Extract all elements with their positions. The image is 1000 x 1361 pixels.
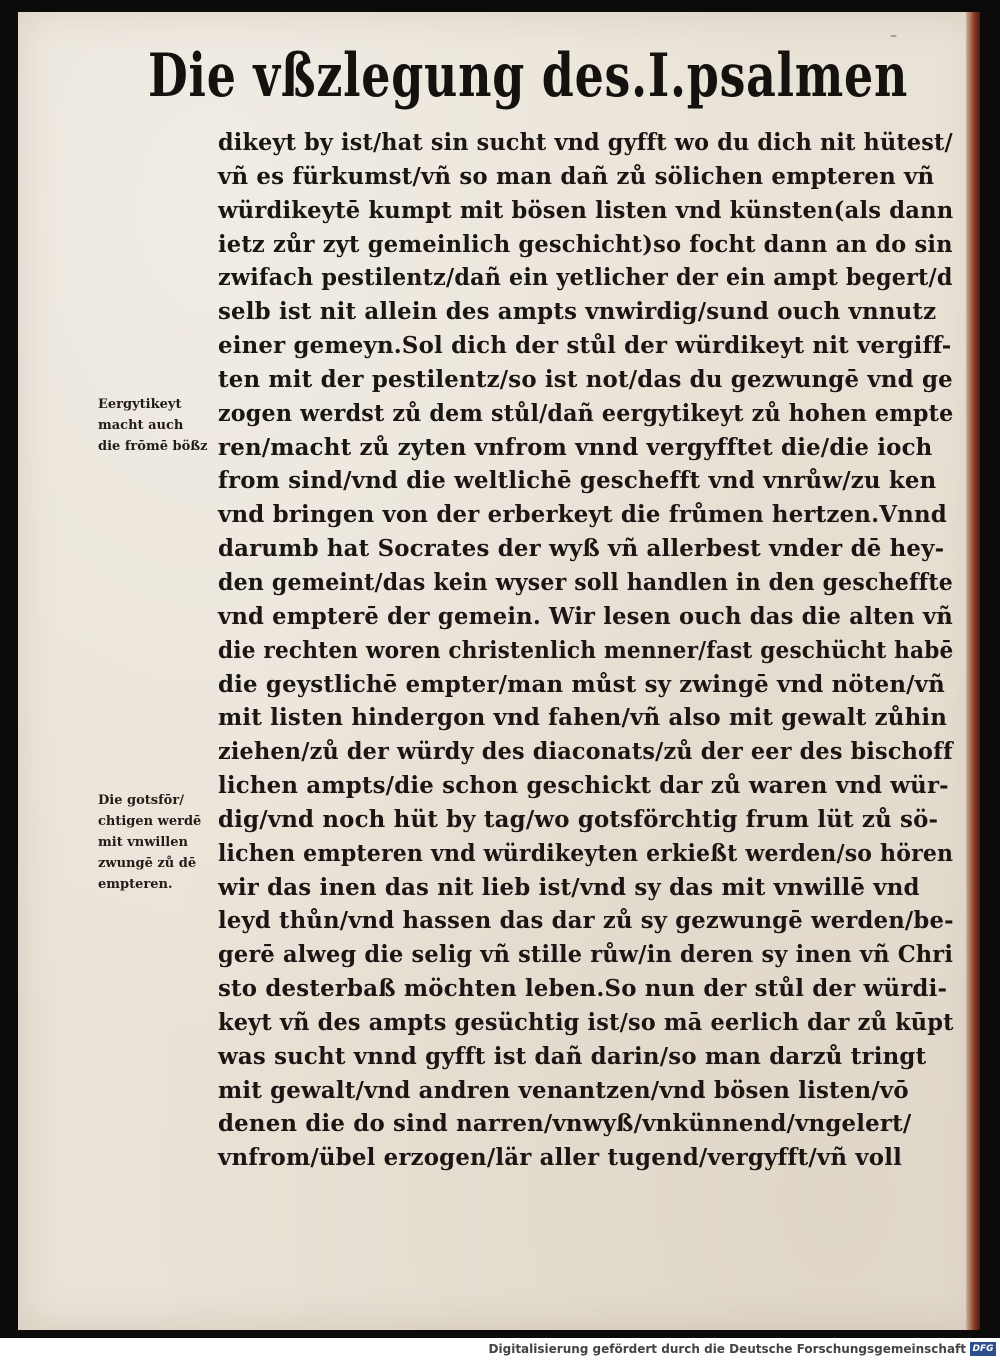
text-line: lichen ampts/die schon geschickt dar zů waren vnd wür- [218,772,949,800]
corner-mark: – [890,28,897,44]
text-line: ren/macht zů zyten vnfrom vnnd vergyfftet die/die ioch [218,433,933,461]
text-line: darumb hat Socrates der wyß vñ allerbest vnder dē hey- [218,535,945,563]
text-line: dig/vnd noch hüt by tag/wo gotsförchtig frum lüt zů sö- [218,805,939,833]
text-line: selb ist nit allein des ampts vnwirdig/sund ouch vnnutz [218,298,937,326]
text-line: mit listen hindergon vnd fahen/vñ also mit gewalt zůhin [218,704,948,732]
text-line: vñ es fürkumst/vñ so man dañ zů sölichen empteren vñ [218,162,935,190]
text-line: zwifach pestilentz/dañ ein yetlicher der ein ampt begert/d [218,264,953,292]
margin-note-line: Die gotsfōr/ [98,793,184,808]
text-line: vnfrom/übel erzogen/lär aller tugend/vergyfft/vñ voll [218,1144,902,1172]
running-head: Die vßzlegung des.I.psalmen [148,41,909,111]
text-line: die rechten woren christenlich menner/fast geschücht habē [218,636,954,664]
text-line: den gemeint/das kein wyser soll handlen in den gescheffte [218,568,953,596]
text-line: from sind/vnd die weltlichē geschefft vnd vnrůw/zu ken [218,467,937,495]
text-line: vnd empterē der gemein. Wir lesen ouch das die alten vñ [218,602,953,630]
margin-note-line: die frōmē bößz [98,439,208,454]
margin-note-eergytikeyt [98,394,208,457]
text-line: sto desterbaß möchten leben.So nun der stůl der würdi- [218,975,948,1003]
margin-note-gotsforchtigen [98,790,201,895]
text-line: keyt vñ des ampts gesüchtig ist/so mā eerlich dar zů kūpt [218,1008,954,1036]
text-line: was sucht vnnd gyfft ist dañ darin/so man darzů tringt [218,1042,927,1070]
text-line: ziehen/zů der würdy des diaconats/zů der eer des bischoff [218,738,953,766]
footer-credit: Digitalisierung gefördert durch die Deutsche Forschungsgemeinschaft [488,1342,966,1356]
margin-note-line: zwungē zů dē [98,856,197,871]
text-line: die geystlichē empter/man můst sy zwingē vnd nöten/vñ [218,670,945,698]
text-line: dikeyt by ist/hat sin sucht vnd gyfft wo du dich nit hütest/ [218,129,953,156]
book-spine-edge [966,12,980,1330]
margin-note-line: Eergytikeyt [98,397,182,412]
text-line: mit gewalt/vnd andren venantzen/vnd bösen listen/vō [218,1076,909,1104]
margin-note-line: empteren. [98,877,173,892]
text-line: würdikeytē kumpt mit bösen listen vnd künsten(als dann [218,196,954,224]
margin-note-line: macht auch [98,418,184,433]
text-line: einer gemeyn.Sol dich der stůl der würdikeyt nit vergiff- [218,332,952,360]
body-text [218,126,958,1175]
dfg-logo: DFG [970,1342,996,1356]
margin-note-line: mit vnwillen [98,835,188,850]
text-line: wir das inen das nit lieb ist/vnd sy das mit vnwillē vnd [218,873,920,901]
text-line: zogen werdst zů dem stůl/dañ eergytikeyt zů hohen empte [218,399,954,427]
text-line: denen die do sind narren/vnwyß/vnkünnend/vngelert/ [218,1110,912,1138]
text-line: ten mit der pestilentz/so ist not/das du gezwungē vnd ge [218,365,953,393]
text-line: vnd bringen von der erberkeyt die frůmen hertzen.Vnnd [218,501,947,529]
text-line: lichen empteren vnd würdikeyten erkießt werden/so hören [218,839,954,867]
footer-bar [0,1338,1000,1361]
text-line: gerē alweg die selig vñ stille růw/in deren sy inen vñ Chri [218,941,954,969]
text-line: ietz zůr zyt gemeinlich geschicht)so focht dann an do sin [218,230,953,258]
margin-note-line: chtigen werdē [98,814,202,829]
text-line: leyd thůn/vnd hassen das dar zů sy gezwungē werden/be- [218,907,954,935]
